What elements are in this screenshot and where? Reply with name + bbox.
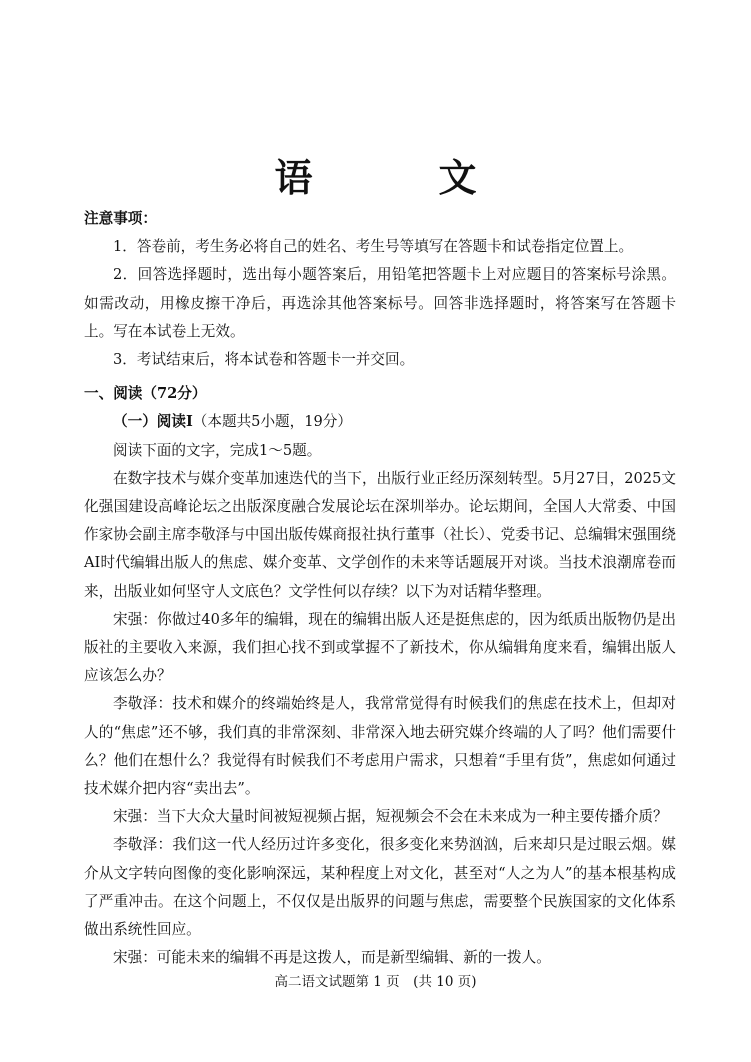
passage-paragraph-2: 宋强：你做过40多年的编辑，现在的编辑出版人还是挺焦虑的，因为纸质出版物仍是出版社的主要收入来源，我们担心找不到或掌握不了新技术，你从编辑角度来看，编辑出版人应该怎么办？	[84, 610, 676, 685]
passage-paragraph-4: 宋强：当下大众大量时间被短视频占据，短视频会不会在未来成为一种主要传播介质？	[113, 808, 668, 826]
passage-paragraph-6: 宋强：可能未来的编辑不再是这拨人，而是新型编辑、新的一拨人。	[113, 949, 551, 967]
passage-paragraph-5: 李敬泽：我们这一代人经历过许多变化，很多变化来势汹汹，后来却只是过眼云烟。媒介从文字转向图像的变化影响深远，某种程度上对文化，甚至对“人之为人”的基本根基构成了严重冲击。在这个问题上，不仅仅是出版界的问题与焦虑，需要整个民族国家的文化体系做出系统性回应。	[84, 836, 676, 939]
passage-paragraph-1: 在数字技术与媒介变革加速迭代的当下，出版行业正经历深刻转型。5月27日，2025文化强国建设高峰论坛之出版深度融合发展论坛在深圳举办。论坛期间，全国人大常委、中国作家协会副主席李敬泽与中国出版传媒商报社执行董事（社长）、党委书记、总编辑宋强围绕AI时代编辑出版人的焦虑、媒介变革、文学创作的未来等话题展开对谈。当技术浪潮席卷而来，出版业如何坚守人文底色？文学性何以存续？以下为对话精华整理。	[84, 469, 676, 600]
subsection-heading-bold: （一）阅读Ⅰ	[113, 413, 193, 431]
notice-heading: 注意事项：	[84, 210, 157, 227]
passage-paragraph-3: 李敬泽：技术和媒介的终端始终是人，我常常觉得有时候我们的焦虑在技术上，但却对人的“焦虑”还不够，我们真的非常深刻、非常深入地去研究媒介终端的人了吗？他们需要什么？他们在想什么？我觉得有时候我们不考虑用户需求，只想着“手里有货”，焦虑如何通过技术媒介把内容“卖出去”。	[84, 695, 676, 798]
subsection-heading-note: （本题共5小题，19分）	[192, 413, 352, 431]
subsection-heading	[84, 408, 676, 436]
notice-item-1: 1．答卷前，考生务必将自己的姓名、考生号等填写在答题卡和试卷指定位置上。	[113, 238, 634, 256]
notice-item-2: 2．回答选择题时，选出每小题答案后，用铅笔把答题卡上对应题目的答案标号涂黑。如需改动，用橡皮擦干净后，再选涂其他答案标号。回答非选择题时，将答案写在答题卡上。写在本试卷上无效。	[84, 266, 676, 340]
page-title: 语 文	[274, 155, 521, 200]
section-heading: 一、阅读（72分）	[84, 385, 207, 403]
page-footer: 高二语文试题第 1 页 (共 10 页)	[274, 974, 477, 990]
exam-body	[84, 205, 676, 972]
notice-item-3: 3．考试结束后，将本试卷和答题卡一并交回。	[113, 351, 415, 369]
reading-instruction: 阅读下面的文字，完成1～5题。	[113, 441, 322, 459]
